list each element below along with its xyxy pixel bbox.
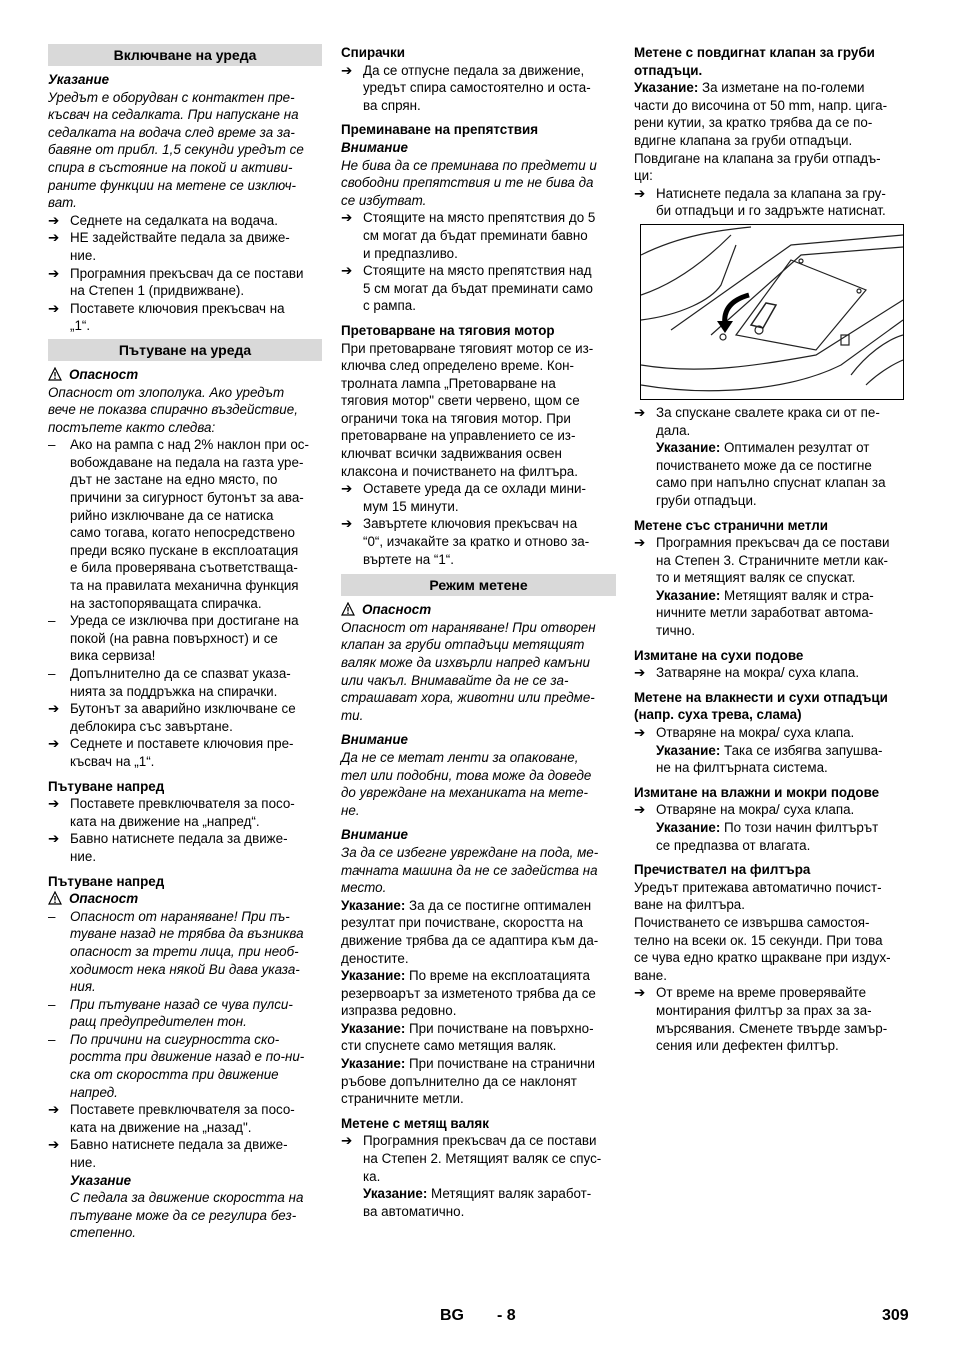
section-heading: Включване на уреда: [48, 44, 322, 66]
list-item: ➔ За спускане свалете крака си от пе- дала.: [634, 404, 880, 438]
caution-text: За да се избегне увреждане на пода, ме- тачната машина да не се задейства на место.: [341, 844, 599, 896]
note-paragraph: Указание: Метящият валяк и стра- ничните метли заработват автома- тично.: [656, 587, 874, 639]
subheading: Пречиствател на филтъра: [634, 862, 811, 878]
machine-pedal-drawing: [641, 225, 903, 399]
arrow-icon: ➔: [634, 404, 646, 420]
caution-title: Внимание: [341, 139, 409, 155]
list-item: – Опасност от нараняване! При пъ- туване назад не трябва да възниква опасност за трети лица, при необ- ходимост нека някой Ви дава указа- ния.: [48, 908, 304, 995]
warning-icon: [48, 367, 62, 381]
list-item: ➔ Завъртете ключовия прекъсвач на “0“, изчакайте за кратко и отново за- въртете на “1“.: [341, 516, 590, 567]
subheading: Преминаване на препятствия: [341, 122, 539, 138]
arrow-icon: ➔: [48, 1102, 60, 1118]
note-paragraph: Указание: По време на експлоатацията резервоарът за изметеното трябва да се изпразва редовно.: [341, 968, 596, 1019]
list-item: ➔ Поставете ключовия прекъсвач на „1“.: [48, 300, 285, 334]
column-1: [48, 44, 322, 1242]
list-item: ➔ Отваряне на мокра/ суха клапа.: [634, 802, 855, 818]
note-paragraph: Указание: За да се постигне оптимален резултат при почистване, скоростта на движение трябва да се адаптира към да- деностите.: [341, 897, 599, 966]
note-paragraph: Указание: Така се избягва запушва- не на филтърната система.: [656, 742, 883, 776]
arrow-icon: ➔: [634, 802, 646, 818]
caution-title: Внимание: [341, 827, 409, 843]
arrow-icon: ➔: [634, 985, 646, 1001]
caution-text: Не бива да се преминава по предмети и свободни препятствия и те не бива да се избутват.: [341, 157, 597, 208]
note-text: Уредът е оборудван с контактен пре- късвач на седалката. При напускане на седалката на водача след време за за- бавяне от прибл. 1,5 секунди уредът се спира в състояние на покой и активи- раните функции на метене се изключ- ват.: [48, 89, 304, 211]
subheading: Пътуване напред: [48, 873, 165, 889]
list-item: ➔ Седнете на седалката на водача.: [48, 212, 278, 228]
section-heading: Режим метене: [341, 574, 616, 596]
list-item: ➔ Стоящите на място препятствия до 5 см могат да бъдат преминати бавно и предпазливо.: [341, 210, 596, 261]
pedal-illustration: [640, 224, 904, 400]
page-number: 309: [882, 1307, 909, 1324]
danger-text: Опасност от нараняване! При отворен клапан за груби отпадъци метящият валяк може да изхвърли напред камъни или чакъл. Внимавайте да не се за- страшават хора, животни или предме- ти.: [341, 619, 596, 723]
arrow-icon: ➔: [48, 230, 60, 246]
list-item: – Ако на рампа с над 2% наклон при ос- вобождаване на педала на газта уре- дът не застане на едно място, по причини за сигурност бутонът за ава- рийно изключване да се натиска само тогава, когато непосредствено преди всяко пускане в експлоатация е била проверявана съответстваща- та на правилата механична функция на застопоряващата спирачка.: [48, 437, 309, 611]
note-paragraph: Указание: Метящият валяк заработ- ва автоматично.: [363, 1186, 592, 1219]
arrow-icon: ➔: [341, 516, 353, 532]
list-item: – Допълнително да се спазват указа- нията за поддръжка на спирачки.: [48, 666, 291, 699]
arrow-icon: ➔: [48, 796, 60, 812]
subheading: Спирачки: [341, 45, 405, 60]
list-item: ➔ Натиснете педала за клапана за гру- би отпадъци и го задръжте натиснат.: [634, 185, 886, 219]
arrow-icon: ➔: [341, 62, 353, 78]
column-3: [634, 44, 908, 1055]
arrow-icon: ➔: [634, 535, 646, 551]
arrow-icon: ➔: [48, 736, 60, 752]
arrow-icon: ➔: [48, 300, 60, 316]
arrow-icon: ➔: [48, 212, 60, 228]
column-2: [341, 44, 616, 1220]
subheading: Метене с повдигнат клапан за груби отпадъци.: [634, 45, 875, 78]
caution-title: Внимание: [341, 732, 409, 748]
note-text: С педала за движение скоростта на пътуване може да се регулира без- степенно.: [70, 1190, 304, 1241]
note-paragraph: Указание: Оптимален резултат от почистването може да се постигне само при напълно спуснат клапан за груби отпадъци.: [656, 440, 886, 508]
list-item: ➔ Поставете превключвателя за посо- ката на движение на „назад".: [48, 1102, 295, 1135]
subheading: Пътуване напред: [48, 778, 165, 794]
list-item: ➔ Бутонът за аварийно изключване се деблокира със завъртане.: [48, 701, 296, 734]
note-title: Указание: [48, 72, 110, 87]
arrow-icon: ➔: [634, 725, 646, 741]
paragraph: Уредът притежава автоматично почист- ване на филтъра. Почистването се извършва самостоя- телно на всеки ок. 15 секунди. При това се чува едно кратко щракване при издух- ване.: [634, 879, 891, 983]
note-paragraph: Указание: При почистване на странични ръбове допълнително да се наклонят страничните метли.: [341, 1056, 595, 1107]
section-page: - 8: [497, 1307, 516, 1324]
note-paragraph: Указание: При почистване на повърхно- сти спуснете само метящия валяк.: [341, 1020, 594, 1054]
list-item: ➔ Програмния прекъсвач да се постави на Степен 3. Страничните метли как- то и метящият валяк се спускат.: [634, 535, 890, 586]
list-item: ➔ Отваряне на мокра/ суха клапа.: [634, 725, 855, 741]
subheading: Измитане на сухи подове: [634, 647, 804, 663]
arrow-icon: ➔: [341, 210, 353, 226]
list-item: ➔ Програмния прекъсвач да се постави на Степен 2. Метящият валяк се спус- ка.: [341, 1133, 602, 1184]
danger-text: Опасност от злополука. Ако уредът вече не показва спирачно въздействие, постъпете както следва:: [48, 384, 298, 435]
subheading: Метене на влакнести и сухи отпадъци (напр. суха трева, слама): [634, 689, 888, 723]
subheading: Метене със странични метли: [634, 517, 828, 533]
danger-heading: Опасност: [341, 601, 616, 619]
language-code: BG: [440, 1307, 464, 1324]
list-item: ➔ Да се отпусне педала за движение, уредът спира самостоятелно и оста- ва спрян.: [341, 62, 591, 113]
list-item: ➔ Програмния прекъсвач да се постави на Степен 1 (придвижване).: [48, 265, 304, 299]
list-item: – По причини на сигурността ско- ростта при движение назад е по-ни- ска от скоростта при движение напред.: [48, 1031, 305, 1100]
caution-text: Да не се метат ленти за опаковане, тел или подобни, това може да доведе до увреждане на механиката на мете- не.: [341, 749, 592, 818]
arrow-icon: ➔: [341, 263, 353, 279]
list-item: ➔ Поставете превключвателя за посо- ката на движение на „напред“.: [48, 796, 295, 829]
subheading: Претоварване на тяговия мотор: [341, 322, 555, 338]
list-item: ➔ Бавно натиснете педала за движе- ние.: [48, 831, 288, 864]
list-item: ➔ Затваряне на мокра/ суха клапа.: [634, 665, 860, 681]
arrow-icon: ➔: [341, 481, 353, 497]
list-item: ➔ Бавно натиснете педала за движе- ние.: [48, 1137, 288, 1171]
danger-heading: Опасност: [48, 890, 322, 908]
arrow-icon: ➔: [48, 831, 60, 847]
arrow-icon: ➔: [341, 1133, 353, 1149]
list-item: ➔ Стоящите на място препятствия над 5 см могат да бъдат преминати само с рампа.: [341, 263, 593, 314]
subheading: Измитане на влажни и мокри подове: [634, 784, 880, 800]
arrow-icon: ➔: [634, 185, 646, 201]
list-item: – При пътуване назад се чува пулси- ращ предупредителен тон.: [48, 996, 293, 1030]
arrow-icon: ➔: [48, 1137, 60, 1153]
note-paragraph: Указание: За изметане на по-големи части до височина от 50 mm, напр. цига- рени кутии, за кратко трябва да се по- вдигне клапана за груби отпадъци. Повдигане на клапана за груби отпадъ- ци:: [634, 80, 888, 184]
list-item: ➔ От време на време проверявайте монтирания филтър за прах за за- мърсявания. Сменете твърде замър- сения или дефектен филтър.: [634, 985, 888, 1054]
warning-icon: [341, 602, 355, 616]
arrow-icon: ➔: [48, 265, 60, 281]
subheading: Метене с метящ валяк: [341, 1115, 489, 1131]
arrow-icon: ➔: [48, 701, 60, 717]
arrow-icon: ➔: [634, 665, 646, 681]
warning-icon: [48, 891, 62, 905]
list-item: ➔ НЕ задействайте педала за движе- ние.: [48, 230, 290, 263]
danger-heading: Опасност: [48, 366, 322, 384]
note-title: Указание: [70, 1172, 132, 1188]
paragraph: При претоварване тяговият мотор се из- ключва след определено време. Кон- тролната лампа „Претоварване на тяговия мотор" свети червено, щом се ограничи тока на тяговия мотор. При претоварване на управлението се из- ключват всички задвижвания освен клаксона и почистването на филтъра.: [341, 340, 594, 479]
list-item: ➔ Оставете уреда да се охлади мини- мум 15 минути.: [341, 481, 586, 514]
section-heading: Пътуване на уреда: [48, 339, 322, 361]
list-item: – Уреда се изключва при достигане на покой (на равна повърхност) и се вика сервиза!: [48, 613, 299, 664]
note-paragraph: Указание: По този начин филтърът се предпазва от влагата.: [656, 820, 879, 853]
list-item: ➔ Седнете и поставете ключовия пре- късвач на „1“.: [48, 736, 294, 769]
